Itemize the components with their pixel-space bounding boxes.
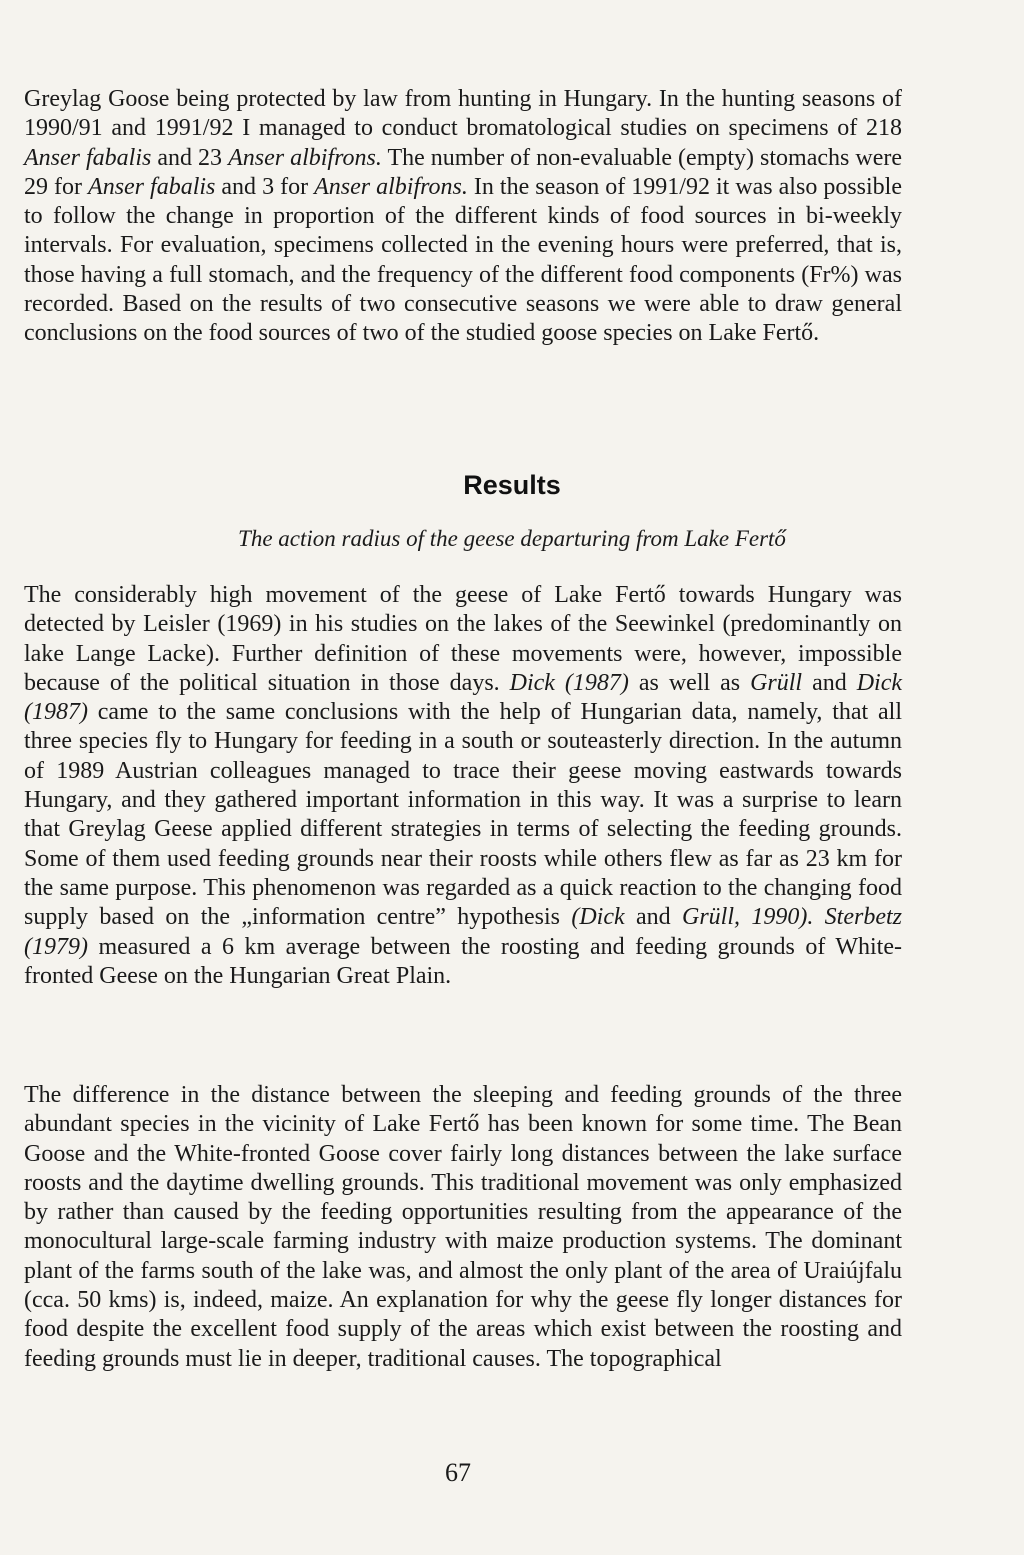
text-segment: and [624, 904, 682, 931]
subsection-heading: The action radius of the geese departuring from Lake Fertő [238, 526, 786, 551]
italic-text-segment: Anser fabalis [88, 173, 216, 200]
italic-text-segment: Dick (1987) [24, 669, 903, 726]
page-number: 67 [445, 1458, 471, 1487]
italic-text-segment: Anser albifrons. [228, 144, 382, 171]
intro-paragraph [24, 85, 902, 349]
text-segment: measured a 6 km average between the roosting and feeding grounds of White-fronted Geese on the Hungarian Great Plain. [24, 933, 902, 989]
italic-text-segment: Grüll [750, 669, 803, 696]
paragraph-text [24, 85, 902, 349]
text-segment: came to the same conclusions with the help of Hungarian data, namely, that all three species fly to Hungary for feeding in a south or souteasterly direction. In the autumn of 1989 Austrian colleagues managed to trace their geese moving eastwards towards Hungary, and they gathered important information in this way. It was a surprise to learn that Greylag Geese applied different strategies in terms of selecting the feeding grounds. Some of them used feeding grounds near their roosts while others flew as far as 23 km for the same purpose. This phenomenon was regarded as a quick reaction to the changing food supply based on the „information centre” hypothesis [24, 699, 902, 931]
text-segment: In the season of 1991/92 it was also possible to follow the change in proportion of the different kinds of food sources in bi-weekly intervals. For evaluation, specimens collected in the evening hours were preferred, that is, those having a full stomach, and the frequency of the different food components (Fr%) was recorded. Based on the results of two consecutive seasons we were able to draw general conclusions on the food sources of two of the studied goose species on Lake Fertő. [24, 173, 903, 347]
italic-text-segment: Grüll, 1990). Sterbetz (1979) [24, 904, 903, 960]
text-segment: The considerably high movement of the geese of Lake Fertő towards Hungary was detected by Leisler (1969) in his studies on the lakes of the Seewinkel (predominantly on lake Lange Lacke). Further definition of these movements were, however, impossible because of the political situation in those days. [24, 582, 902, 696]
text-segment: The number of non-evaluable (empty) stomachs were 29 for [24, 144, 903, 200]
italic-text-segment: (Dick [571, 904, 625, 931]
text-segment: and 3 for [215, 173, 315, 200]
paragraph-text [24, 1081, 902, 1374]
text-segment: as well as [628, 669, 751, 696]
italic-text-segment: Anser albifrons. [314, 173, 468, 200]
italic-text-segment: Anser fabalis [24, 144, 152, 171]
paragraph-text [24, 581, 902, 991]
text-segment: and 23 [151, 144, 229, 171]
text-segment: The difference in the distance between the sleeping and feeding grounds of the three abundant species in the vicinity of Lake Fertő has been known for some time. The Bean Goose and the White-fronted Goose cover fairly long distances between the lake surface roosts and the daytime dwelling grounds. This traditional movement was only emphasized by rather than caused by the feeding opportunities resulting from the appearance of the monocultural large-scale farming industry with maize production systems. The dominant plant of the farms south of the lake was, and almost the only plant of the area of Uraiújfalu (cca. 50 kms) is, indeed, maize. An explanation for why the geese fly longer distances for food despite the excellent food supply of the areas which exist between the roosting and feeding grounds must lie in deeper, traditional causes. The topographical [24, 1082, 902, 1372]
italic-text-segment: Dick (1987) [509, 669, 629, 696]
body-paragraph-1 [24, 581, 902, 991]
text-segment: Greylag Goose being protected by law from hunting in Hungary. In the hunting seasons of 1990/91 and 1991/92 I managed to conduct bromatological studies on specimens of 218 [24, 86, 902, 142]
text-segment: and [802, 669, 857, 696]
body-paragraph-2 [24, 1081, 902, 1374]
section-heading: Results [463, 470, 561, 500]
